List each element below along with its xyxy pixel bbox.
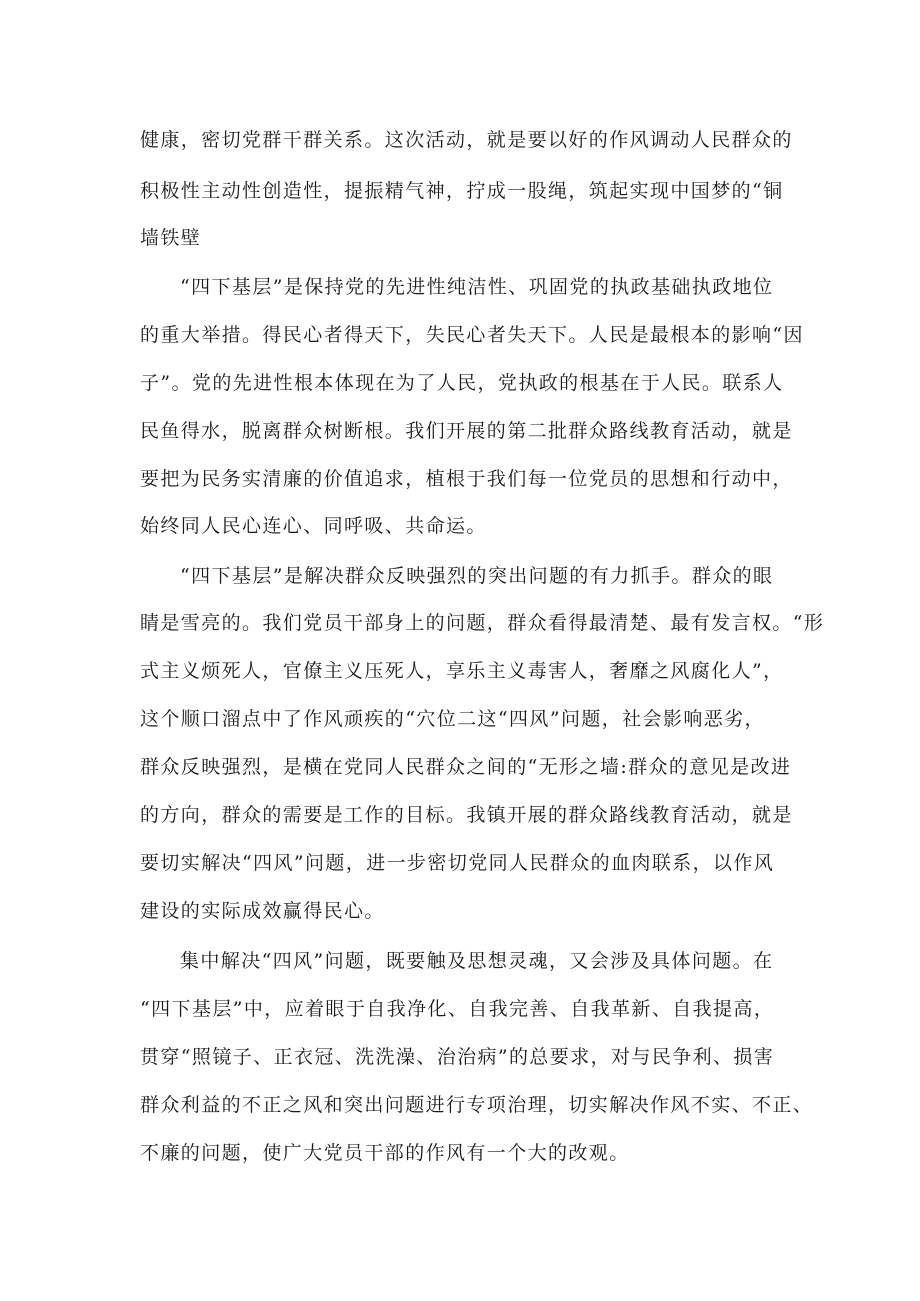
text-line: 的重大举措。得民心者得天下，失民心者失天下。人民是最根本的影响“因 (140, 324, 804, 346)
text-line: 墙铁壁 (140, 227, 202, 249)
text-line: 始终同人民心连心、同呼吸、共命运。 (140, 515, 487, 537)
paragraph-first-line: 集中解决“四风”问题，既要触及思想灵魂，又会涉及具体问题。在 (180, 950, 774, 972)
text-line: 民鱼得水，脱离群众树断根。我们开展的第二批群众路线教育活动，就是 (140, 420, 793, 442)
text-line: 的方向，群众的需要是工作的目标。我镇开展的群众路线教育活动，就是 (140, 804, 793, 826)
paragraph-first-line: “四下基层”是保持党的先进性纯洁性、巩固党的执政基础执政地位 (180, 276, 774, 298)
text-line: 式主义烦死人，官僚主义压死人，享乐主义毒害人，奢靡之风腐化人”， (140, 660, 784, 682)
text-line: 群众利益的不正之风和突出问题进行专项治理，切实解决作风不实、不正、 (140, 1094, 814, 1116)
paragraph-first-line: “四下基层”是解决群众反映强烈的突出问题的有力抓手。群众的眼 (180, 565, 774, 587)
text-line: 要把为民务实清廉的价值追求，植根于我们每一位党员的思想和行动中， (140, 468, 793, 490)
text-line: 要切实解决“四风”问题，进一步密切党同人民群众的血肉联系，以作风 (140, 852, 775, 874)
text-line: 群众反映强烈，是横在党同人民群众之间的“无形之墙:群众的意见是改进 (140, 756, 792, 778)
text-line: 积极性主动性创造性，提振精气神，拧成一股绳，筑起实现中国梦的“铜 (140, 180, 784, 202)
text-line: 子”。党的先进性根本体现在为了人民，党执政的根基在于人民。联系人 (140, 372, 784, 394)
text-line: 这个顺口溜点中了作风顽疾的“穴位二这“四风”问题，社会影响恶劣， (140, 708, 765, 730)
text-line: 不廉的问题，使广大党员干部的作风有一个大的改观。 (140, 1142, 630, 1164)
text-line: 睛是雪亮的。我们党员干部身上的问题，群众看得最清楚、最有发言权。“形 (140, 612, 825, 634)
text-line: 贯穿“照镜子、正衣冠、洗洗澡、治治病”的总要求，对与民争利、损害 (140, 1046, 775, 1068)
text-line: “四下基层”中，应着眼于自我净化、自我完善、自我革新、自我提高， (140, 998, 775, 1020)
text-line: 健康，密切党群干群关系。这次活动，就是要以好的作风调动人民群众的 (140, 129, 793, 151)
text-line: 建设的实际成效赢得民心。 (140, 900, 385, 922)
